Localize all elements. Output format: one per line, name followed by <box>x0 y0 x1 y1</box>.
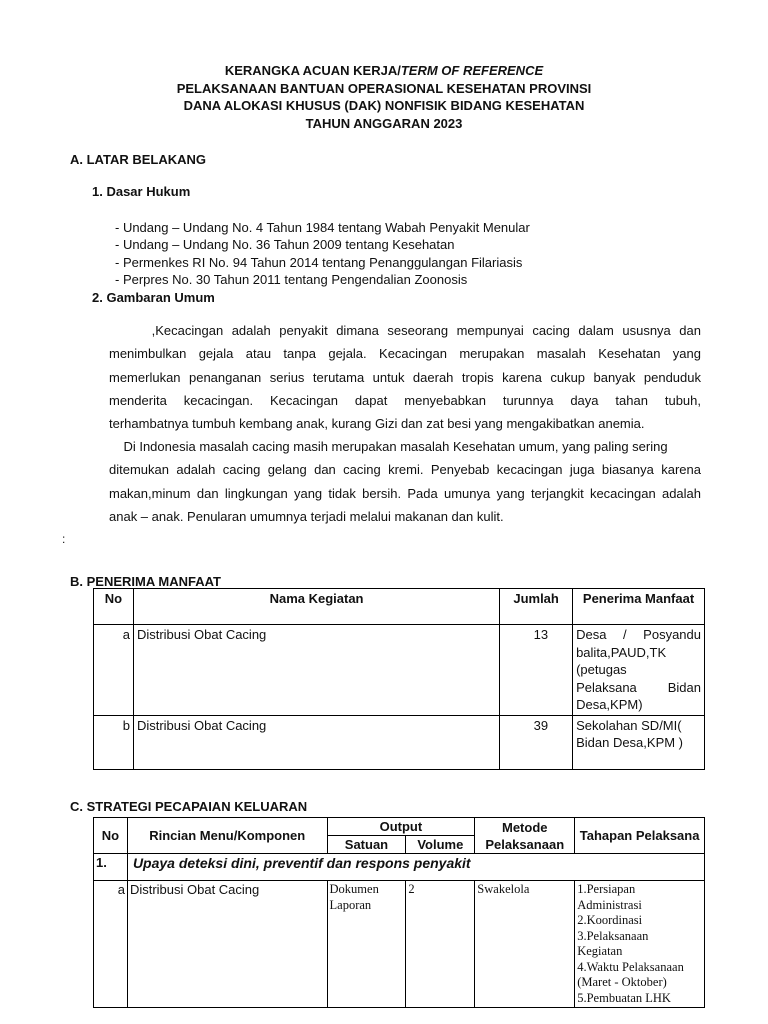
paragraph-line: ,Kecacingan adalah penyakit dimana seseorang mempunyai cacing dalam ususnya dan <box>109 323 701 338</box>
row-no: b <box>94 715 134 769</box>
column-header-metode: Metode Pelaksanaan <box>475 818 575 854</box>
stray-mark: : <box>62 532 66 546</box>
row-jumlah: 13 <box>500 625 573 716</box>
paragraph-line: terhambatnya tumbuh kembang anak, kurang Gizi dan zat besi yang mengakibatkan anemia. <box>109 416 645 432</box>
tahapan-line: 2.Koordinasi <box>577 913 643 927</box>
table-row <box>94 881 705 1008</box>
column-header-nama-kegiatan: Nama Kegiatan <box>133 589 499 625</box>
document-title-line-1: KERANGKA ACUAN KERJA/TERM OF REFERENCE <box>224 63 544 78</box>
document-title-line-2: PELAKSANAAN BANTUAN OPERASIONAL KESEHATAN PROVINSI <box>176 81 592 96</box>
penerima-line: (petugas <box>576 662 627 677</box>
paragraph-line: menderita kecacingan. Kecacingan dapat menyebabkan turunnya daya tahan tubuh, <box>109 392 701 408</box>
law-item: - Undang – Undang No. 36 Tahun 2009 tentang Kesehatan <box>115 237 455 252</box>
paragraph-line: anak – anak. Penularan umumnya terjadi melalui makanan dan kulit. <box>109 508 504 524</box>
paragraph-line: makan,minum dan lingkungan yang tidak bersih. Pada umunya yang terjangkit kecacingan adalah <box>109 485 701 501</box>
table-group-row <box>94 854 705 881</box>
penerima-line: Desa,KPM) <box>576 697 643 712</box>
tahapan-line: 4.Waktu Pelaksanaan <box>577 959 684 974</box>
column-header-no: No <box>94 818 128 854</box>
row-tahapan <box>575 881 705 1008</box>
row-penerima <box>573 715 705 769</box>
tahapan-line: Kegiatan <box>577 944 623 958</box>
row-satuan <box>327 881 406 1008</box>
row-volume: 2 <box>406 881 475 1008</box>
column-header-no: No <box>94 589 134 625</box>
law-item: - Permenkes RI No. 94 Tahun 2014 tentang Penanggulangan Filariasis <box>115 255 523 270</box>
penerima-line: Desa / Posyandu <box>576 627 701 642</box>
column-header-tahapan: Tahapan Pelaksana <box>575 818 705 854</box>
satuan-line: Laporan <box>329 897 372 912</box>
tahapan-line: 1.Persiapan <box>577 882 636 896</box>
gambaran-paragraph-2 <box>109 435 701 528</box>
row-kegiatan: Distribusi Obat Cacing <box>133 625 499 716</box>
column-header-output: Output <box>327 818 475 836</box>
section-a-heading: A. LATAR BELAKANG <box>70 152 207 167</box>
row-no: a <box>94 625 134 716</box>
document-title-line-4: TAHUN ANGGARAN 2023 <box>305 116 463 131</box>
paragraph-line: ditemukan adalah cacing gelang dan cacing kremi. Penyebab kecacingan juga biasanya karena <box>109 462 701 478</box>
tahapan-line: 3.Pelaksanaan <box>577 928 649 943</box>
group-title: Upaya deteksi dini, preventif dan respons penyakit <box>127 854 704 881</box>
tahapan-line: 5.Pembuatan LHK <box>577 990 671 1005</box>
penerima-line: Pelaksana Bidan <box>576 679 701 695</box>
paragraph-line: menimbulkan gejala atau tanpa gejala. Kecacingan merupakan masalah Kesehatan yang <box>109 346 701 362</box>
table-row <box>94 715 705 769</box>
row-rincian: Distribusi Obat Cacing <box>127 881 327 1008</box>
column-header-satuan: Satuan <box>327 836 406 854</box>
row-no: a <box>94 881 128 1008</box>
row-jumlah: 39 <box>500 715 573 769</box>
column-header-jumlah: Jumlah <box>500 589 573 625</box>
tahapan-line: (Maret - Oktober) <box>577 975 667 989</box>
penerima-line: Sekolahan SD/MI( <box>576 717 682 733</box>
law-item: - Perpres No. 30 Tahun 2011 tentang Pengendalian Zoonosis <box>115 272 468 287</box>
penerima-line: balita,PAUD,TK <box>576 644 667 660</box>
penerima-line: Bidan Desa,KPM ) <box>576 735 684 750</box>
column-header-penerima-manfaat: Penerima Manfaat <box>573 589 705 625</box>
tahapan-line: Administrasi <box>577 897 642 912</box>
table-row <box>94 625 705 716</box>
section-b-heading: B. PENERIMA MANFAAT <box>70 574 221 589</box>
column-header-volume: Volume <box>406 836 475 854</box>
gambaran-paragraph-1 <box>109 319 701 435</box>
paragraph-line: Di Indonesia masalah cacing masih merupakan masalah Kesehatan umum, yang paling sering <box>109 439 668 454</box>
satuan-line: Dokumen <box>329 882 379 896</box>
gambaran-umum-heading: 2. Gambaran Umum <box>92 290 215 305</box>
dasar-hukum-heading: 1. Dasar Hukum <box>92 184 191 199</box>
row-penerima <box>573 625 705 716</box>
document-title-line-3: DANA ALOKASI KHUSUS (DAK) NONFISIK BIDANG KESEHATAN <box>183 98 585 113</box>
penerima-manfaat-table <box>93 588 705 770</box>
row-kegiatan: Distribusi Obat Cacing <box>133 715 499 769</box>
strategi-table <box>93 817 705 1008</box>
paragraph-line: memerlukan penanganan serius terutama untuk daerah tropis karena cukup banyak penduduk <box>109 369 701 385</box>
group-no: 1. <box>94 854 128 881</box>
section-c-heading: C. STRATEGI PECAPAIAN KELUARAN <box>70 799 308 814</box>
table-header-row <box>94 589 705 625</box>
table-header-row <box>94 818 705 836</box>
row-metode: Swakelola <box>475 881 575 1008</box>
law-item: - Undang – Undang No. 4 Tahun 1984 tentang Wabah Penyakit Menular <box>115 220 530 235</box>
column-header-rincian: Rincian Menu/Komponen <box>127 818 327 854</box>
